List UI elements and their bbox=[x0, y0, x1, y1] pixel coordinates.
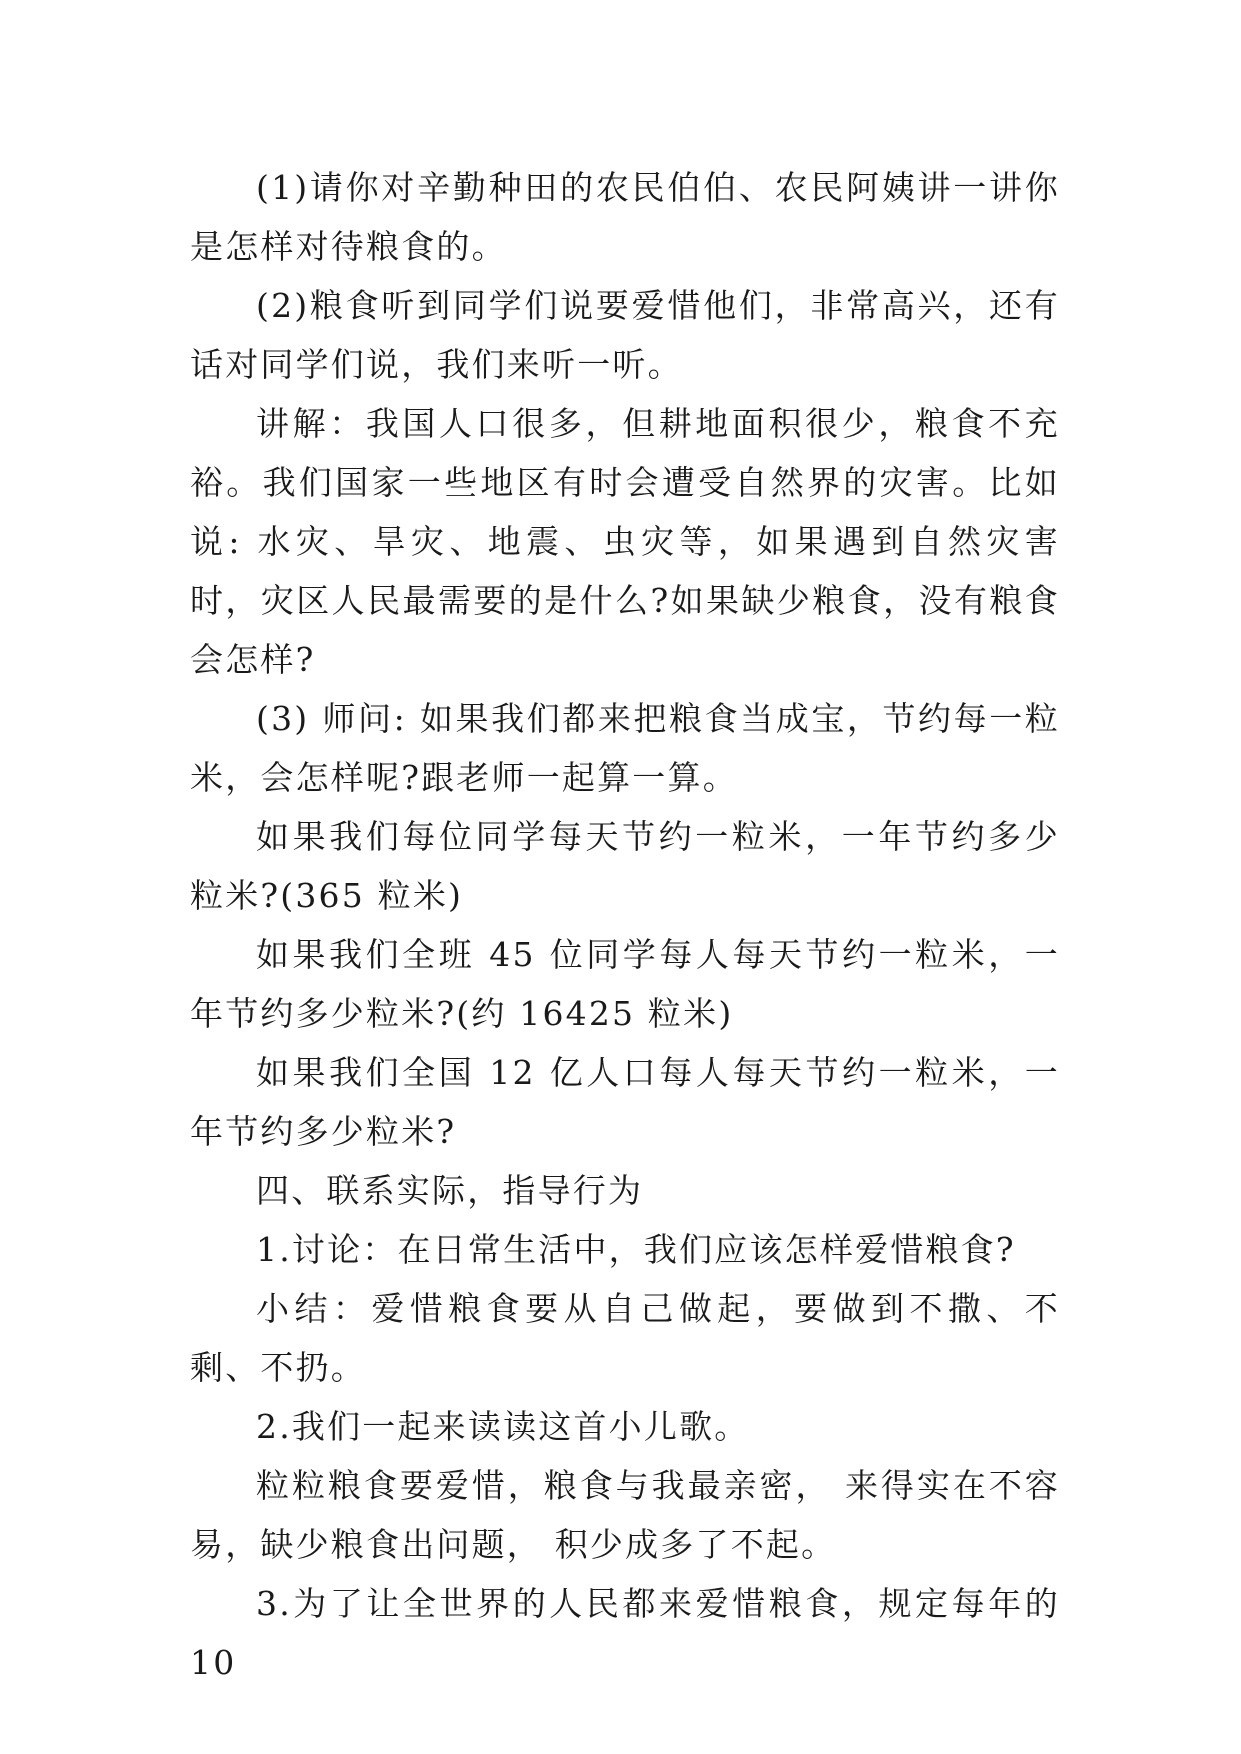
paragraph-discussion: 1.讨论：在日常生活中，我们应该怎样爱惜粮食? bbox=[256, 1230, 1016, 1269]
paragraph-1: (1)请你对辛勤种田的农民伯伯、农民阿姨讲一讲你是怎样对待粮食的。 bbox=[190, 168, 1060, 266]
paragraph-calc-country: 如果我们全国 12 亿人口每人每天节约一粒米，一年节约多少粒米? bbox=[190, 1053, 1060, 1151]
section-heading: 四、联系实际，指导行为 bbox=[256, 1171, 644, 1210]
paragraph-song: 粒粒粮食要爱惜，粮食与我最亲密， 来得实在不容易，缺少粮食出问题， 积少成多了不起。 bbox=[190, 1466, 1060, 1564]
paragraph-2: (2)粮食听到同学们说要爱惜他们，非常高兴，还有话对同学们说，我们来听一听。 bbox=[190, 286, 1060, 384]
paragraph-calc-class: 如果我们全班 45 位同学每人每天节约一粒米，一年节约多少粒米?(约 16425 粒米) bbox=[190, 935, 1060, 1033]
paragraph-final: 3.为了让全世界的人民都来爱惜粮食，规定每年的 10 bbox=[190, 1584, 1060, 1682]
paragraph-calc-student: 如果我们每位同学每天节约一粒米，一年节约多少粒米?(365 粒米) bbox=[190, 817, 1060, 915]
paragraph-summary: 小结：爱惜粮食要从自己做起，要做到不撒、不剩、不扔。 bbox=[190, 1289, 1060, 1387]
document-body bbox=[190, 158, 1060, 1692]
paragraph-song-intro: 2.我们一起来读读这首小儿歌。 bbox=[256, 1407, 750, 1446]
paragraph-explanation: 讲解：我国人口很多，但耕地面积很少，粮食不充裕。我们国家一些地区有时会遭受自然界的灾害。比如说: 水灾、旱灾、地震、虫灾等，如果遇到自然灾害时，灾区人民最需要的是什么?如果缺少粮食，没有粮食会怎样? bbox=[190, 404, 1060, 679]
paragraph-3: (3) 师问: 如果我们都来把粮食当成宝，节约每一粒米，会怎样呢?跟老师一起算一算。 bbox=[190, 699, 1060, 797]
